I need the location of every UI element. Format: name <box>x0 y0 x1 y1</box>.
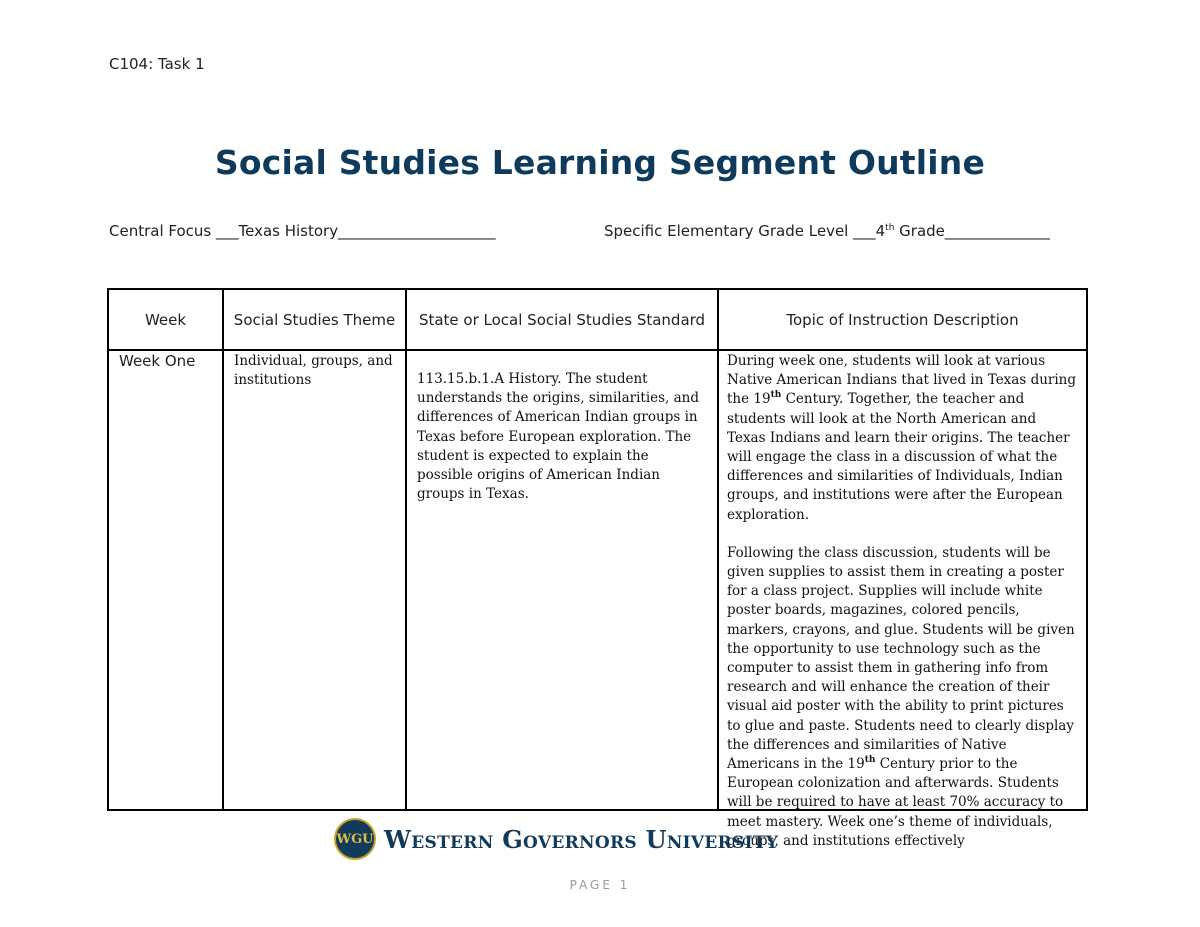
column-header-standard: State or Local Social Studies Standard <box>406 289 718 350</box>
description-text <box>719 351 1086 849</box>
page-number: PAGE 1 <box>569 878 631 892</box>
week-cell <box>108 350 223 810</box>
column-header-week: Week <box>108 289 223 350</box>
week-label: Week One <box>119 352 196 370</box>
description-paragraph-2 <box>727 544 1078 851</box>
grade-level-field <box>604 222 1050 240</box>
description-cell <box>718 350 1087 849</box>
description-p1-end: Century. Together, the teacher and students will look at the North American and Texas Indians and learn their origins. The teacher will engage the class in a discussion of what the differences and similarities of Individuals, Indian groups, and institutions were after the European exploration. <box>727 391 1070 523</box>
central-focus-text: Central Focus ___Texas History <box>109 222 339 240</box>
grade-level-suffix: Grade______________ <box>894 222 1050 240</box>
central-focus-blank: _____________________ <box>338 222 496 240</box>
column-header-description: Topic of Instruction Description <box>718 289 1087 350</box>
description-p1-sup: th <box>770 390 782 401</box>
course-label: C104: Task 1 <box>109 55 205 73</box>
description-p2-sup: th <box>864 755 876 766</box>
standard-cell <box>406 350 718 810</box>
grade-level-text: Specific Elementary Grade Level ___4 <box>604 222 886 240</box>
column-header-theme: Social Studies Theme <box>223 289 406 350</box>
table-row <box>108 350 1087 810</box>
central-focus-field <box>109 222 496 240</box>
grade-level-sup: th <box>885 223 895 233</box>
standard-text: 113.15.b.1.A History. The student understands the origins, similarities, and differences of American Indian groups in Texas before European exploration. The student is expected to explain the possible origins of American Indian groups in Texas. <box>417 371 700 503</box>
university-seal-icon: WGU <box>334 818 376 860</box>
description-p1-start: During week one, students will look at various Native American Indians that lived in Texas during the 19 <box>727 353 1077 408</box>
document-title: Social Studies Learning Segment Outline <box>214 143 986 182</box>
table-header-row <box>108 289 1087 350</box>
description-p2-start: Following the class discussion, students will be given supplies to assist them in creating a poster for a class project. Supplies will include white poster boards, magazines, colored pencils, markers, crayons, and glue. Students will be given the opportunity to use technology such as the computer to assist them in gathering info from research and will enhance the creation of their visual aid poster with the ability to print pictures to glue and paste. Students need to clearly display the differences and similarities of Native Americans in the 19 <box>727 544 1075 773</box>
description-p2-end: Century prior to the European colonization and afterwards. Students will be required to have at least 70% accuracy to meet mastery. Week one’s theme of individuals, groups, and institutions effectively <box>727 756 1064 849</box>
theme-cell <box>223 350 406 810</box>
description-paragraph-1 <box>727 352 1078 525</box>
university-wordmark: Western Governors University <box>384 824 779 854</box>
university-logo <box>334 817 778 861</box>
theme-text: Individual, groups, and institutions <box>234 353 393 389</box>
